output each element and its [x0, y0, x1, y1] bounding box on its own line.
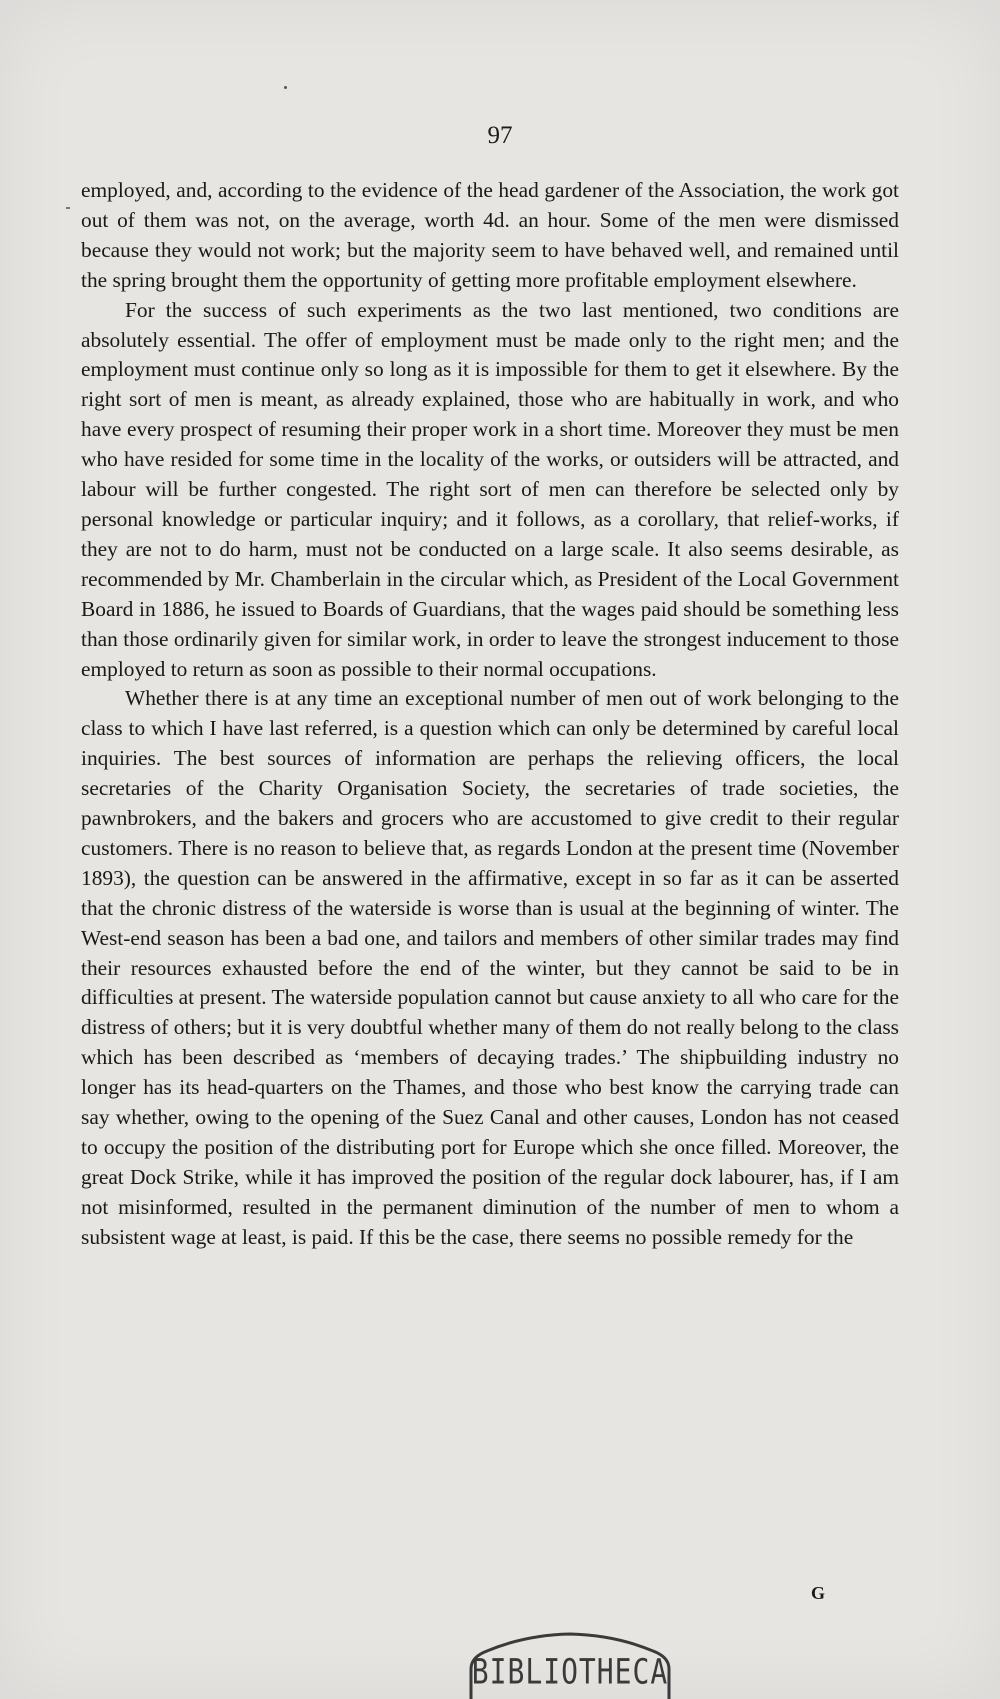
page-number: 97 [487, 122, 513, 149]
body-text [81, 176, 899, 1253]
library-stamp [465, 1629, 675, 1699]
stamp-text: BIBLIOTHECA [471, 1650, 669, 1693]
paragraph-1: employed, and, according to the evidence of the head gardener of the Association, the work got out of them was not, on the average, worth 4d. an hour. Some of the men were dismissed because they would not work; but the majority seem to have behaved well, and remained until the spring brought them the opportunity of getting more profitable employment elsewhere. [81, 178, 899, 292]
paragraph-2: For the success of such experiments as the two last mentioned, two conditions are absolutely essential. The offer of employment must be made only to the right men; and the employment must continue only so long as it is impossible for them to get it elsewhere. By the right sort of men is meant, as already explained, those who are habitually in work, and who have every prospect of resuming their proper work in a short time. Moreover they must be men who have resided for some time in the locality of the works, or outsiders will be attracted, and labour will be further congested. The right sort of men can therefore be selected only by personal knowledge or particular inquiry; and it follows, as a corollary, that relief-works, if they are not to do harm, must not be conducted on a large scale. It also seems desirable, as recommended by Mr. Chamberlain in the circular which, as President of the Local Government Board in 1886, he issued to Boards of Guardians, that the wages paid should be something less than those ordinarily given for similar work, in order to leave the strongest inducement to those employed to return as soon as possible to their normal occupations. [81, 297, 899, 681]
paragraph-3: Whether there is at any time an exceptional number of men out of work belonging to the class to which I have last referred, is a question which can only be determined by careful local inquiries. The best sources of information are perhaps the relieving officers, the local secretaries of the Charity Organisation Society, the secretaries of trade societies, the pawnbrokers, and the bakers and grocers who are accustomed to give credit to their regular customers. There is no reason to believe that, as regards London at the present time (November 1893), the question can be answered in the affirmative, except in so far as it can be asserted that the chronic distress of the waterside is worse than is usual at the beginning of winter. The West-end season has been a bad one, and tailors and members of other similar trades may find their resources exhausted before the end of the winter, but they cannot be said to be in difficulties at present. The waterside population cannot but cause anxiety to all who care for the distress of others; but it is very doubtful whether many of them do not really belong to the class which has been described as ‘members of decaying trades.’ The shipbuilding industry no longer has its head-quarters on the Thames, and those who best know the carrying trade can say whether, owing to the opening of the Suez Canal and other causes, London has not ceased to occupy the position of the distributing port for Europe which she once filled. Moreover, the great Dock Strike, while it has improved the position of the regular dock labourer, has, if I am not misinformed, resulted in the permanent diminution of the number of men to whom a subsistent wage at least, is paid. If this be the case, there seems no possible remedy for the [81, 686, 899, 1249]
paper-speck [284, 86, 287, 89]
signature-mark: G [811, 1583, 826, 1603]
paper-speck [66, 207, 70, 209]
